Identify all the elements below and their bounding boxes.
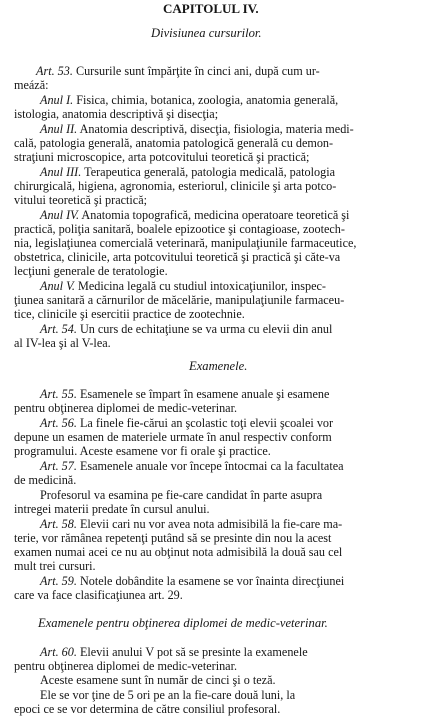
text-line: examen numai acei ce nu au obţinut nota admisibilă la două sau cel <box>14 545 343 559</box>
article-56-line: Art. 56. La finele fie-cărui an şcolastic toţi elevii şcoalei vor <box>40 416 334 430</box>
article-label: Art. 57. <box>40 459 77 473</box>
year-1-line: Anul I. Fisica, chimia, botanica, zoologia, anatomia generală, <box>40 93 339 107</box>
text-line: chirurgicală, higiena, agronomia, esteriorul, clinicile şi arta potco- <box>14 179 337 193</box>
year-3-line: Anul III. Terapeutica generală, patologia medicală, patologia <box>40 165 336 179</box>
text-line: al IV-lea şi al V-lea. <box>14 336 111 350</box>
text-line: vitului teoretică şi practică; <box>14 193 147 207</box>
section-heading-diploma: Examenele pentru obţinerea diplomei de medic-veterinar. <box>38 616 328 630</box>
chapter-title: CAPITOLUL IV. <box>163 1 259 16</box>
text-line: practică, poliţia sanitară, boalele epizootice şi contagioase, zootech- <box>14 222 345 236</box>
text-line: de medicină. <box>14 473 77 487</box>
text-line: cală, patologia generală, anatomia patologică generală cu demon- <box>14 136 334 150</box>
year-label: Anul III. <box>40 165 82 179</box>
text-line: intregei materii predate în cursul anului. <box>14 502 210 516</box>
year-4-line: Anul IV. Anatomia topografică, medicina operatoare teoretică şi <box>40 208 350 222</box>
text-line: terie, vor rămânea repetenţi putând să se presinte din nou la acest <box>14 531 332 545</box>
text-line: mult trei cursuri. <box>14 559 96 573</box>
year-label: Anul IV. <box>40 208 80 222</box>
text-line: depune un esamen de materiele urmate în anul respectiv conform <box>14 430 332 444</box>
text-line: care va face clasificaţiunea art. 29. <box>14 588 183 602</box>
article-53-line: Art. 53. Cursurile sunt împărţite în cinci ani, după cum ur- <box>36 64 320 78</box>
section-heading-divisions: Divisiunea cursurilor. <box>151 26 262 40</box>
year-label: Anul V. <box>40 279 75 293</box>
text-line: meáză: <box>14 78 49 92</box>
article-54-line: Art. 54. Un curs de echitaţiune se va urma cu elevii din anul <box>40 322 333 336</box>
section-heading-exams: Examenele. <box>189 359 248 373</box>
article-label: Art. 56. <box>40 416 77 430</box>
article-55-line: Art. 55. Esamenele se împart în esamene anuale şi esamene <box>40 387 330 401</box>
text-line: straţiuni microscopice, arta potcovitului teoretică şi practică; <box>14 150 310 164</box>
article-label: Art. 59. <box>40 574 77 588</box>
text-line: pentru obţinerea diplomei de medic-veterinar. <box>14 659 238 673</box>
article-label: Art. 53. <box>36 64 73 78</box>
text-line: epoci ce se vor determina de către consiliul profesoral. <box>14 702 281 716</box>
article-label: Art. 60. <box>40 645 77 659</box>
text-line: obstetrica, clinicile, arta potcovitului teoretică şi practică şi căte-va <box>14 250 341 264</box>
year-5-line: Anul V. Medicina legală cu studiul intoxicaţiunilor, inspec- <box>40 279 326 293</box>
text-line: programului. Aceste esamene vor fi orale şi practice. <box>14 444 271 458</box>
year-label: Anul I. <box>40 93 74 107</box>
text-line: tice, clinicile şi esercitii practice de zootechnie. <box>14 307 245 321</box>
year-2-line: Anul II. Anatomia descriptivă, disecţia, fisiologia, materia medi- <box>40 122 354 136</box>
year-label: Anul II. <box>40 122 78 136</box>
article-58-line: Art. 58. Elevii cari nu vor avea nota admisibilă la fie-care ma- <box>40 517 343 531</box>
text-line: ţiunea sanitară a cărnurilor de măcelărie, manipulaţiunile farmaceu- <box>14 293 345 307</box>
text-line: Aceste esamene sunt în număr de cinci şi o teză. <box>40 673 276 687</box>
article-label: Art. 55. <box>40 387 77 401</box>
article-59-line: Art. 59. Notele dobândite la esamene se vor înainta direcţiunei <box>40 574 345 588</box>
text-line: Profesorul va esamina pe fie-care candidat în parte asupra <box>40 488 323 502</box>
text-line: nia, legislaţiunea comercială veterinară, manipulaţiunile farmaceutice, <box>14 236 357 250</box>
text-line: pentru obţinerea diplomei de medic-veterinar. <box>14 401 238 415</box>
article-60-line: Art. 60. Elevii anului V pot să se presinte la examenele <box>40 645 308 659</box>
text-line: lecţiuni generale de teratologie. <box>14 264 168 278</box>
article-label: Art. 58. <box>40 517 77 531</box>
article-label: Art. 54. <box>40 322 77 336</box>
text-line: Ele se vor ţine de 5 ori pe an la fie-care două luni, la <box>40 688 296 702</box>
text-line: istologia, anatomia descriptivă şi disecţia; <box>14 107 219 121</box>
article-57-line: Art. 57. Esamenele anuale vor începe întocmai ca la facultatea <box>40 459 344 473</box>
